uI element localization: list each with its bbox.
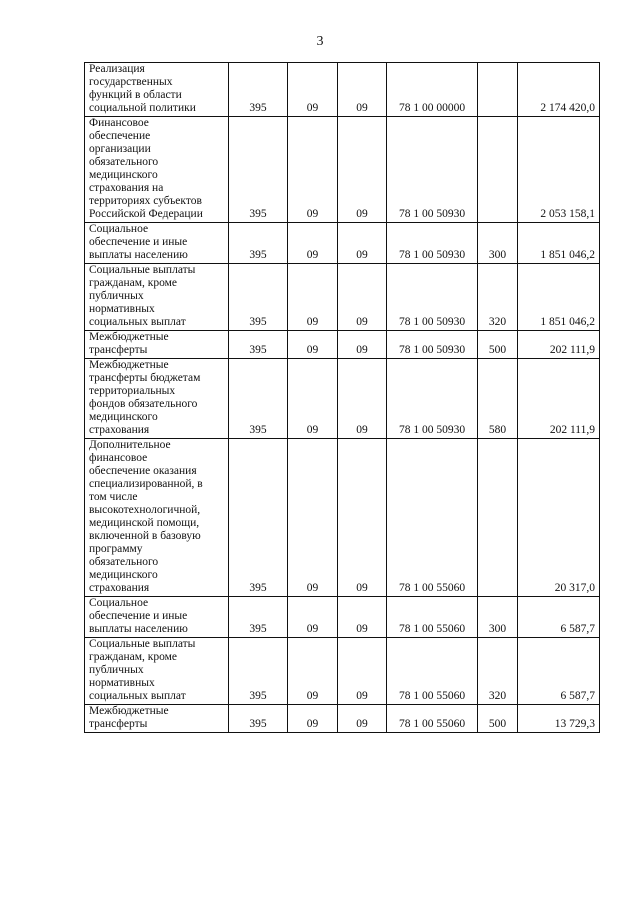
table-row <box>85 264 600 331</box>
cell-grbs: 395 <box>229 597 288 638</box>
table-body <box>85 63 600 733</box>
cell-expense-type: 320 <box>478 264 518 331</box>
name-line: публичных <box>89 290 144 302</box>
name-line: специализированной, в <box>89 478 203 490</box>
cell-subsection: 09 <box>338 331 387 359</box>
name-line: Социальное <box>89 597 149 609</box>
name-line: трансферты <box>89 718 148 730</box>
cell-section: 09 <box>288 63 338 117</box>
name-line: выплаты населению <box>89 623 188 635</box>
cell-expense-type: 500 <box>478 705 518 733</box>
cell-name <box>85 439 229 597</box>
cell-amount: 1 851 046,2 <box>518 223 600 264</box>
cell-section: 09 <box>288 117 338 223</box>
cell-name <box>85 597 229 638</box>
name-line: включенной в базовую <box>89 530 201 542</box>
cell-amount: 13 729,3 <box>518 705 600 733</box>
cell-expense-type <box>478 439 518 597</box>
name-line: медицинской помощи, <box>89 517 200 529</box>
cell-subsection: 09 <box>338 439 387 597</box>
cell-name <box>85 705 229 733</box>
cell-name <box>85 359 229 439</box>
table-row <box>85 439 600 597</box>
cell-target-article: 78 1 00 55060 <box>387 597 478 638</box>
cell-section: 09 <box>288 638 338 705</box>
cell-amount: 202 111,9 <box>518 331 600 359</box>
page-number: 3 <box>316 34 324 49</box>
name-line: гражданам, кроме <box>89 277 178 289</box>
name-line: функций в области <box>89 89 182 101</box>
cell-subsection: 09 <box>338 63 387 117</box>
cell-expense-type: 300 <box>478 597 518 638</box>
cell-expense-type: 300 <box>478 223 518 264</box>
cell-grbs: 395 <box>229 359 288 439</box>
cell-expense-type <box>478 63 518 117</box>
cell-name <box>85 63 229 117</box>
name-line: Межбюджетные <box>89 359 169 371</box>
cell-subsection: 09 <box>338 264 387 331</box>
cell-target-article: 78 1 00 55060 <box>387 705 478 733</box>
name-line: социальной политики <box>89 102 196 114</box>
name-line: Межбюджетные <box>89 331 169 343</box>
name-line: Российской Федерации <box>89 208 203 220</box>
name-line: социальных выплат <box>89 316 186 328</box>
name-line: Финансовое <box>89 117 149 129</box>
name-line: трансферты бюджетам <box>89 372 201 384</box>
table-row <box>85 63 600 117</box>
cell-expense-type <box>478 117 518 223</box>
name-line: программу <box>89 543 143 555</box>
name-line: обеспечение и иные <box>89 236 188 248</box>
cell-amount: 6 587,7 <box>518 638 600 705</box>
cell-target-article: 78 1 00 55060 <box>387 638 478 705</box>
name-line: организации <box>89 143 151 155</box>
table-row <box>85 331 600 359</box>
cell-grbs: 395 <box>229 439 288 597</box>
budget-table <box>84 62 600 733</box>
name-line: страхования на <box>89 182 164 194</box>
name-line: финансовое <box>89 452 148 464</box>
cell-section: 09 <box>288 439 338 597</box>
name-line: нормативных <box>89 303 155 315</box>
name-line: обязательного <box>89 556 159 568</box>
name-line: том числе <box>89 491 138 503</box>
name-line: страхования <box>89 424 150 436</box>
name-line: трансферты <box>89 344 148 356</box>
cell-subsection: 09 <box>338 223 387 264</box>
table-row <box>85 359 600 439</box>
cell-amount: 6 587,7 <box>518 597 600 638</box>
cell-target-article: 78 1 00 50930 <box>387 223 478 264</box>
cell-grbs: 395 <box>229 63 288 117</box>
name-line: нормативных <box>89 677 155 689</box>
cell-amount: 1 851 046,2 <box>518 264 600 331</box>
cell-subsection: 09 <box>338 117 387 223</box>
cell-name <box>85 264 229 331</box>
cell-target-article: 78 1 00 50930 <box>387 359 478 439</box>
name-line: территориях субъектов <box>89 195 202 207</box>
cell-grbs: 395 <box>229 264 288 331</box>
name-line: обязательного <box>89 156 159 168</box>
table-row <box>85 223 600 264</box>
table-row <box>85 117 600 223</box>
cell-grbs: 395 <box>229 705 288 733</box>
name-line: медицинского <box>89 569 158 581</box>
name-line: социальных выплат <box>89 690 186 702</box>
name-line: территориальных <box>89 385 176 397</box>
cell-amount: 2 053 158,1 <box>518 117 600 223</box>
name-line: страхования <box>89 582 150 594</box>
cell-subsection: 09 <box>338 597 387 638</box>
cell-target-article: 78 1 00 50930 <box>387 117 478 223</box>
name-line: обеспечение и иные <box>89 610 188 622</box>
cell-section: 09 <box>288 264 338 331</box>
cell-amount: 2 174 420,0 <box>518 63 600 117</box>
cell-amount: 202 111,9 <box>518 359 600 439</box>
name-line: медицинского <box>89 169 158 181</box>
cell-name <box>85 223 229 264</box>
cell-name <box>85 638 229 705</box>
name-line: Дополнительное <box>89 439 171 451</box>
cell-target-article: 78 1 00 00000 <box>387 63 478 117</box>
cell-expense-type: 580 <box>478 359 518 439</box>
name-line: Реализация <box>89 63 145 75</box>
name-line: Социальное <box>89 223 149 235</box>
table-row <box>85 705 600 733</box>
name-line: публичных <box>89 664 144 676</box>
cell-section: 09 <box>288 359 338 439</box>
name-line: гражданам, кроме <box>89 651 178 663</box>
name-line: обеспечение оказания <box>89 465 197 477</box>
cell-grbs: 395 <box>229 331 288 359</box>
cell-target-article: 78 1 00 50930 <box>387 264 478 331</box>
table-row <box>85 597 600 638</box>
name-line: Социальные выплаты <box>89 638 196 650</box>
name-line: обеспечение <box>89 130 151 142</box>
cell-name <box>85 331 229 359</box>
name-line: государственных <box>89 76 173 88</box>
cell-name <box>85 117 229 223</box>
table-row <box>85 638 600 705</box>
cell-subsection: 09 <box>338 705 387 733</box>
name-line: медицинского <box>89 411 158 423</box>
cell-grbs: 395 <box>229 117 288 223</box>
cell-expense-type: 500 <box>478 331 518 359</box>
cell-section: 09 <box>288 331 338 359</box>
cell-grbs: 395 <box>229 638 288 705</box>
name-line: Межбюджетные <box>89 705 169 717</box>
cell-section: 09 <box>288 223 338 264</box>
cell-expense-type: 320 <box>478 638 518 705</box>
name-line: Социальные выплаты <box>89 264 196 276</box>
cell-grbs: 395 <box>229 223 288 264</box>
cell-section: 09 <box>288 705 338 733</box>
cell-subsection: 09 <box>338 638 387 705</box>
name-line: выплаты населению <box>89 249 188 261</box>
name-line: высокотехнологичной, <box>89 504 201 516</box>
cell-section: 09 <box>288 597 338 638</box>
name-line: фондов обязательного <box>89 398 198 410</box>
cell-target-article: 78 1 00 55060 <box>387 439 478 597</box>
cell-target-article: 78 1 00 50930 <box>387 331 478 359</box>
cell-subsection: 09 <box>338 359 387 439</box>
cell-amount: 20 317,0 <box>518 439 600 597</box>
